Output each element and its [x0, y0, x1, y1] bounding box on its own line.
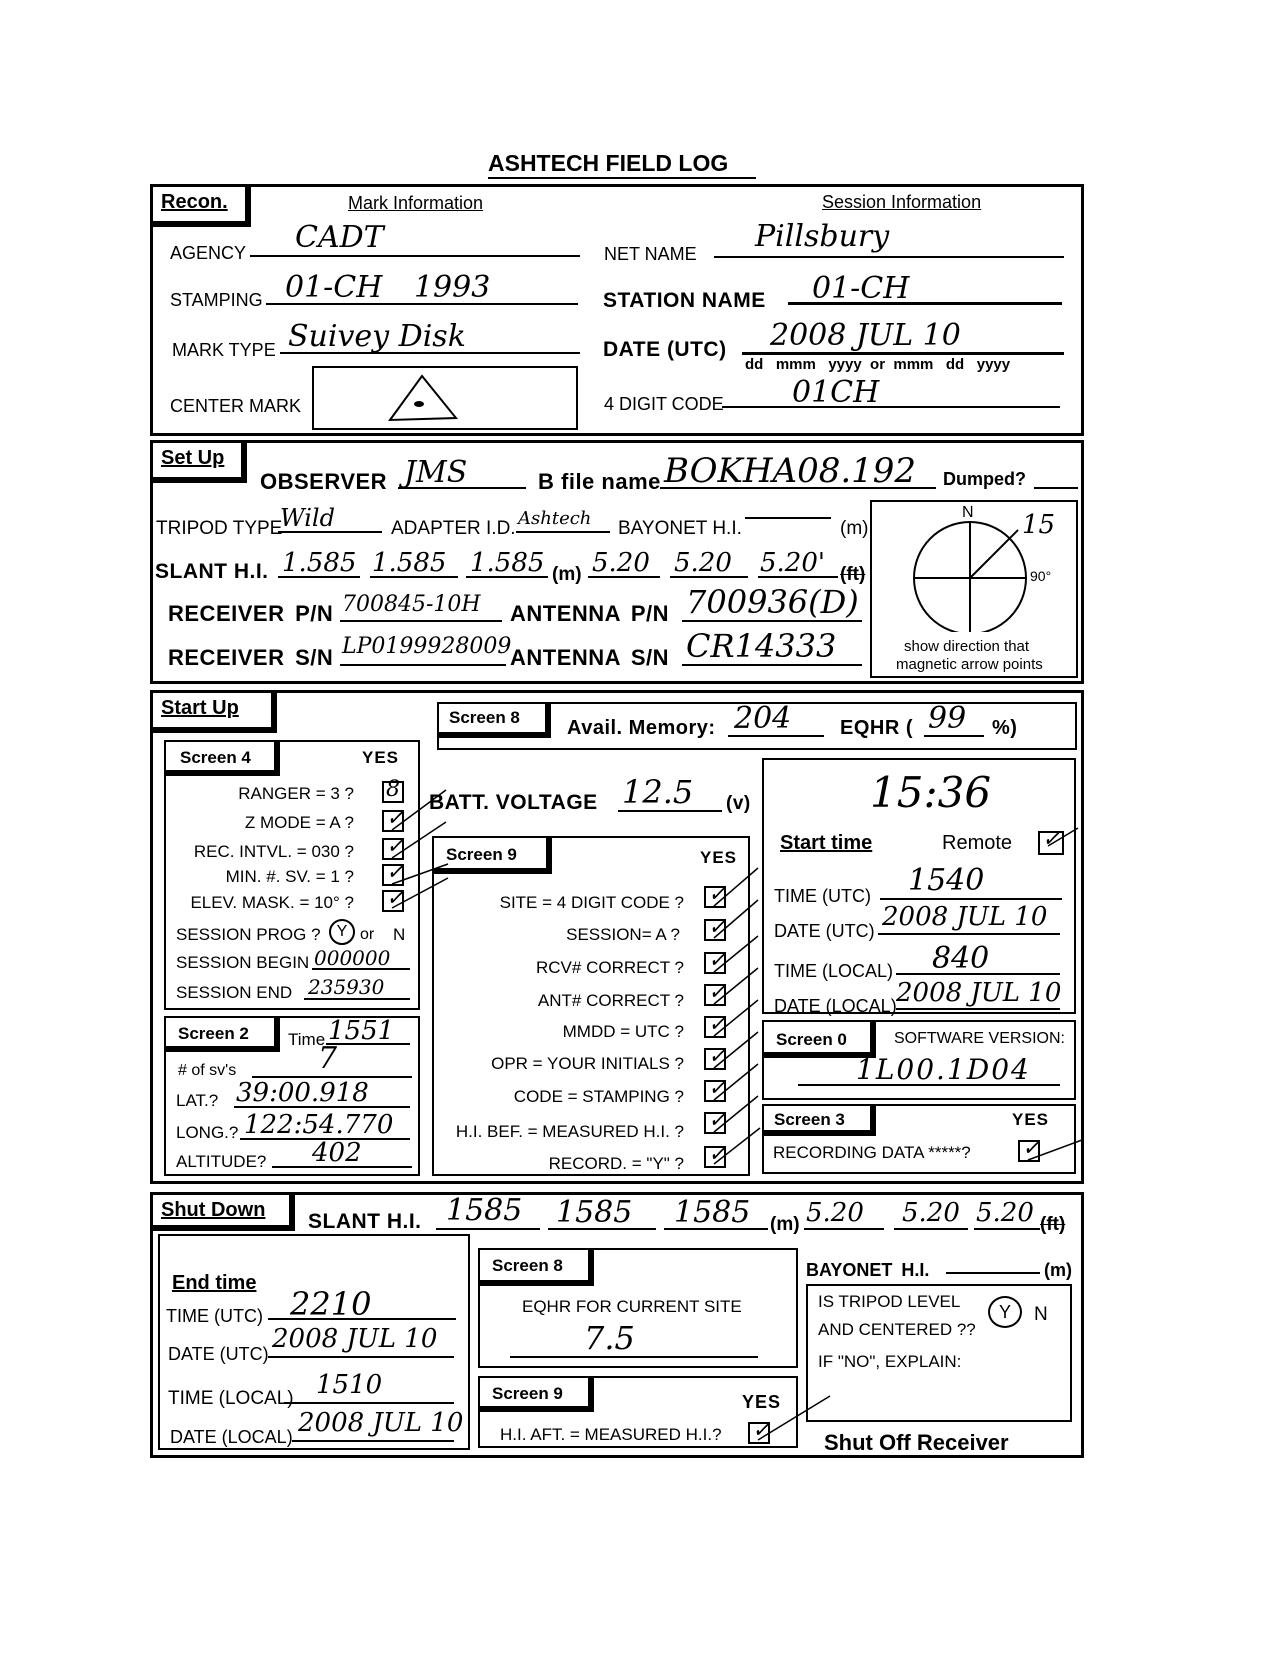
- mark-type-value: Suivey Disk: [288, 319, 466, 354]
- bayonet-line: [745, 517, 831, 519]
- s9-item-hibef: H.I. BEF. = MEASURED H.I. ?: [455, 1122, 684, 1141]
- end-date-utc-line: [268, 1356, 454, 1358]
- code-line: [722, 406, 1060, 408]
- agency-label: AGENCY: [170, 243, 247, 263]
- page-title: ASHTECH FIELD LOG: [488, 150, 756, 179]
- observer-label: OBSERVER: [260, 469, 388, 494]
- s4-checkbox-minsv[interactable]: ✓: [382, 864, 404, 886]
- s4-checkbox-ranger[interactable]: 8: [382, 781, 404, 803]
- date-format-hint: dd mmm yyyy or mmm dd yyyy: [745, 356, 1011, 373]
- net-name-value: Pillsbury: [755, 219, 890, 254]
- sv-label: # of sv's: [178, 1062, 237, 1079]
- sd-bayonet-line: [946, 1272, 1040, 1274]
- bfile-value: BOKHA08.192: [664, 451, 917, 491]
- sd-eqhr-value: 7.5: [584, 1319, 635, 1357]
- s9-checkbox-ant[interactable]: ✓: [704, 984, 726, 1006]
- start-time-local-value: 840: [932, 941, 990, 976]
- slant-ft-2: 5.20: [674, 548, 732, 578]
- s9-item-opr: OPR = YOUR INITIALS ?: [491, 1054, 684, 1073]
- date-label: DATE (UTC): [603, 338, 727, 361]
- software-value: 1L00.1D04: [856, 1053, 1031, 1086]
- start-time-heading: Start time: [780, 832, 873, 854]
- lat-label: LAT.?: [176, 1091, 219, 1110]
- s9-item-rcv: RCV# CORRECT ?: [536, 958, 684, 977]
- sd-slant-ft-3: 5.20: [976, 1198, 1034, 1228]
- screen9-yes: YES: [700, 848, 738, 867]
- screen9-tab: Screen 9: [432, 836, 552, 874]
- end-date-local-line: [292, 1440, 454, 1442]
- sd-screen9-tab: Screen 9: [478, 1376, 594, 1412]
- agency-line: [250, 255, 580, 257]
- s9-checkbox-hibef[interactable]: ✓: [704, 1112, 726, 1134]
- s4-checkbox-zmode[interactable]: ✓: [382, 810, 404, 832]
- sd-slant-ft-line-3: [974, 1228, 1040, 1230]
- s9-checkbox-record[interactable]: ✓: [704, 1146, 726, 1168]
- sd-slant-m-line-1: [436, 1228, 540, 1230]
- slant-unit-ft: (ft): [840, 564, 866, 585]
- session-prog-or: or: [360, 926, 375, 943]
- screen4-tab: Screen 4: [164, 740, 280, 776]
- compass-box: [870, 500, 1078, 678]
- sd-slant-ft-line-1: [804, 1228, 884, 1230]
- bayonet-label: BAYONET H.I.: [618, 518, 742, 539]
- screen2-time-label: Time: [288, 1030, 326, 1049]
- startup-tab: Start Up: [151, 691, 277, 733]
- start-date-utc-value: 2008 JUL 10: [882, 902, 1048, 932]
- antenna-pn-value: 700936(D): [686, 583, 859, 621]
- s9-checkbox-rcv[interactable]: ✓: [704, 952, 726, 974]
- session-prog-label: SESSION PROG ?: [176, 925, 321, 944]
- batt-voltage-unit: (v): [726, 793, 751, 814]
- mark-info-heading: Mark Information: [348, 193, 484, 213]
- long-value: 122:54.770: [244, 1110, 394, 1140]
- adapter-line: [516, 531, 610, 533]
- start-date-local-line: [896, 1008, 1060, 1010]
- sd-slant-ft-2: 5.20: [902, 1198, 960, 1228]
- start-time-local-label: TIME (LOCAL): [774, 961, 894, 981]
- receiver-sn-value: LP0199928009: [342, 634, 512, 659]
- antenna-sn-label: ANTENNA S/N: [510, 645, 670, 670]
- end-time-utc-value: 2210: [290, 1285, 372, 1323]
- start-time-utc-value: 1540: [908, 863, 985, 898]
- agency-value: CADT: [295, 220, 384, 255]
- tripod-q1: IS TRIPOD LEVEL: [818, 1292, 961, 1311]
- s4-item-zmode: Z MODE = A ?: [244, 813, 354, 832]
- end-time-heading: End time: [172, 1272, 257, 1294]
- slant-unit-m: (m): [552, 564, 582, 585]
- bfile-label: B file name: [538, 469, 661, 494]
- s9-checkbox-code[interactable]: ✓: [704, 1080, 726, 1102]
- compass-value: 15: [1022, 510, 1056, 540]
- s9-checkbox-session[interactable]: ✓: [704, 919, 726, 941]
- sd-bayonet-unit: (m): [1044, 1260, 1072, 1280]
- center-mark-label: CENTER MARK: [170, 396, 302, 416]
- eqhr-percent: %): [992, 717, 1018, 739]
- sd-slant-unit-m: (m): [770, 1214, 800, 1235]
- mark-type-label: MARK TYPE: [172, 340, 276, 360]
- sd-slant-m-1: 1585: [446, 1193, 523, 1228]
- start-date-utc-line: [878, 933, 1060, 935]
- net-name-line: [714, 256, 1064, 258]
- s9-item-mmdd: MMDD = UTC ?: [562, 1022, 684, 1041]
- stamping-value: 01-CH 1993: [285, 270, 491, 305]
- session-end-value: 235930: [308, 975, 385, 999]
- sd-slant-m-2: 1585: [556, 1195, 633, 1230]
- triangle-mark-icon: [382, 370, 462, 426]
- s9-item-session: SESSION= A ?: [566, 925, 680, 944]
- sd-screen9-yes: YES: [742, 1392, 782, 1412]
- alt-value: 402: [312, 1138, 362, 1168]
- compass-90: 90°: [1030, 568, 1052, 584]
- net-name-label: NET NAME: [604, 244, 697, 264]
- bayonet-unit: (m): [840, 518, 869, 539]
- s9-item-ant: ANT# CORRECT ?: [537, 991, 684, 1010]
- tripod-q2: AND CENTERED ??: [818, 1320, 976, 1339]
- center-mark-box: [312, 366, 578, 430]
- s4-checkbox-recintvl[interactable]: ✓: [382, 838, 404, 860]
- start-time-utc-label: TIME (UTC): [774, 886, 871, 906]
- batt-voltage-label: BATT. VOLTAGE: [429, 791, 598, 814]
- compass-note-2: magnetic arrow points: [896, 656, 1043, 673]
- antenna-sn-value: CR14333: [686, 627, 837, 665]
- s4-item-recintvl: REC. INTVL. = 030 ?: [193, 842, 354, 861]
- screen2-time-value: 1551: [328, 1016, 395, 1046]
- shutdown-tab: Shut Down: [151, 1193, 295, 1231]
- sd-eqhr-label: EQHR FOR CURRENT SITE: [522, 1297, 742, 1316]
- station-name-label: STATION NAME: [603, 289, 766, 312]
- sd-slant-ft-1: 5.20: [806, 1198, 864, 1228]
- start-date-utc-label: DATE (UTC): [774, 921, 875, 941]
- session-begin-label: SESSION BEGIN: [176, 953, 310, 972]
- lat-value: 39:00.918: [236, 1078, 369, 1108]
- stamping-label: STAMPING: [170, 290, 263, 310]
- remote-label: Remote: [942, 832, 1013, 854]
- dumped-line: [1034, 487, 1078, 489]
- end-time-utc-label: TIME (UTC): [166, 1306, 263, 1326]
- adapter-value: Ashtech: [518, 508, 592, 529]
- slant-ft-1: 5.20: [592, 548, 650, 578]
- dumped-label: Dumped?: [943, 469, 1026, 489]
- receiver-sn-label: RECEIVER S/N: [168, 645, 334, 670]
- eqhr-label: EQHR (: [840, 717, 913, 739]
- session-end-label: SESSION END: [176, 983, 293, 1002]
- session-prog-yes[interactable]: Y: [329, 919, 355, 945]
- recording-checkbox[interactable]: ✓: [1018, 1140, 1040, 1162]
- hi-aft-checkbox[interactable]: ✓: [748, 1422, 770, 1444]
- tripod-value: Wild: [280, 504, 335, 532]
- slant-ft-3: 5.20': [760, 548, 826, 578]
- start-time-utc-line: [880, 898, 1062, 900]
- long-label: LONG.?: [176, 1123, 239, 1142]
- sd-slant-unit-ft: (ft): [1040, 1214, 1066, 1235]
- s9-item-record: RECORD. = "Y" ?: [548, 1154, 684, 1173]
- tripod-no[interactable]: N: [1034, 1304, 1048, 1325]
- shutoff-label: Shut Off Receiver: [824, 1430, 1009, 1455]
- receiver-pn-line: [340, 620, 502, 622]
- slant-label: SLANT H.I.: [155, 560, 269, 583]
- end-time-local-value: 1510: [316, 1370, 383, 1400]
- avail-memory-label: Avail. Memory:: [567, 717, 716, 739]
- tripod-label: TRIPOD TYPE: [156, 518, 283, 539]
- session-prog-no[interactable]: N: [393, 925, 406, 944]
- sd-slant-m-3: 1585: [674, 1195, 751, 1230]
- code-value: 01CH: [792, 375, 880, 410]
- s4-checkbox-elevmask[interactable]: ✓: [382, 890, 404, 912]
- sv-value: 7: [318, 1041, 338, 1076]
- compass-note-1: show direction that: [904, 638, 1030, 655]
- end-time-local-line: [284, 1402, 454, 1404]
- batt-voltage-value: 12.5: [622, 773, 694, 811]
- slant-m-3: 1.585: [470, 548, 545, 578]
- screen4-yes: YES: [362, 748, 400, 767]
- end-date-local-label: DATE (LOCAL): [170, 1427, 293, 1447]
- adapter-label: ADAPTER I.D.: [391, 518, 516, 539]
- s9-item-code: CODE = STAMPING ?: [513, 1087, 684, 1106]
- screen8-tab: Screen 8: [437, 702, 551, 738]
- code-label: 4 DIGIT CODE: [604, 394, 724, 414]
- explain-label: IF "NO", EXPLAIN:: [818, 1352, 962, 1371]
- software-label: SOFTWARE VERSION:: [894, 1030, 1065, 1047]
- receiver-pn-label: RECEIVER P/N: [168, 601, 334, 626]
- slant-m-1: 1.585: [282, 548, 357, 578]
- recon-tab: Recon.: [151, 185, 251, 227]
- tripod-yes[interactable]: Y: [988, 1296, 1022, 1328]
- alt-label: ALTITUDE?: [176, 1152, 267, 1171]
- end-date-local-value: 2008 JUL 10: [298, 1408, 464, 1438]
- receiver-sn-line: [340, 664, 506, 666]
- hi-aft-label: H.I. AFT. = MEASURED H.I.?: [500, 1425, 722, 1444]
- avail-memory-value: 204: [734, 701, 792, 736]
- s4-item-minsv: MIN. #. SV. = 1 ?: [225, 867, 354, 886]
- antenna-pn-label: ANTENNA P/N: [510, 601, 670, 626]
- sd-screen8-tab: Screen 8: [478, 1248, 594, 1286]
- screen3-tab: Screen 3: [762, 1104, 876, 1136]
- session-info-heading: Session Information: [822, 192, 982, 212]
- s9-item-site: SITE = 4 DIGIT CODE ?: [499, 893, 684, 912]
- screen0-tab: Screen 0: [762, 1020, 876, 1058]
- sd-bayonet-label: BAYONET H.I.: [806, 1260, 930, 1280]
- slant-m-2: 1.585: [372, 548, 447, 578]
- s9-checkbox-mmdd[interactable]: ✓: [704, 1016, 726, 1038]
- recording-label: RECORDING DATA *****?: [773, 1143, 971, 1162]
- s9-checkbox-opr[interactable]: ✓: [704, 1048, 726, 1070]
- s4-item-ranger: RANGER = 3 ?: [238, 784, 354, 803]
- receiver-pn-value: 700845-10H: [342, 592, 481, 617]
- eqhr-value: 99: [928, 701, 967, 736]
- big-start-time: 15:36: [870, 768, 992, 817]
- start-date-local-value: 2008 JUL 10: [896, 978, 1062, 1008]
- screen2-tab: Screen 2: [164, 1016, 280, 1052]
- end-date-utc-value: 2008 JUL 10: [272, 1324, 438, 1354]
- start-date-local-label: DATE (LOCAL): [774, 996, 897, 1016]
- compass-n: N: [962, 504, 974, 521]
- shutdown-slant-label: SLANT H.I.: [308, 1210, 422, 1233]
- setup-tab: Set Up: [151, 441, 247, 483]
- station-name-value: 01-CH: [812, 271, 910, 306]
- s9-checkbox-site[interactable]: ✓: [704, 886, 726, 908]
- remote-checkbox[interactable]: ✓: [1038, 831, 1064, 855]
- end-date-utc-label: DATE (UTC): [168, 1344, 269, 1364]
- end-time-local-label: TIME (LOCAL): [168, 1388, 294, 1409]
- session-begin-value: 000000: [314, 946, 391, 970]
- date-value: 2008 JUL 10: [770, 318, 961, 353]
- screen3-yes: YES: [1012, 1110, 1050, 1129]
- s4-item-elevmask: ELEV. MASK. = 10° ?: [190, 893, 354, 912]
- observer-value: JMS: [404, 455, 468, 490]
- sd-slant-ft-line-2: [894, 1228, 968, 1230]
